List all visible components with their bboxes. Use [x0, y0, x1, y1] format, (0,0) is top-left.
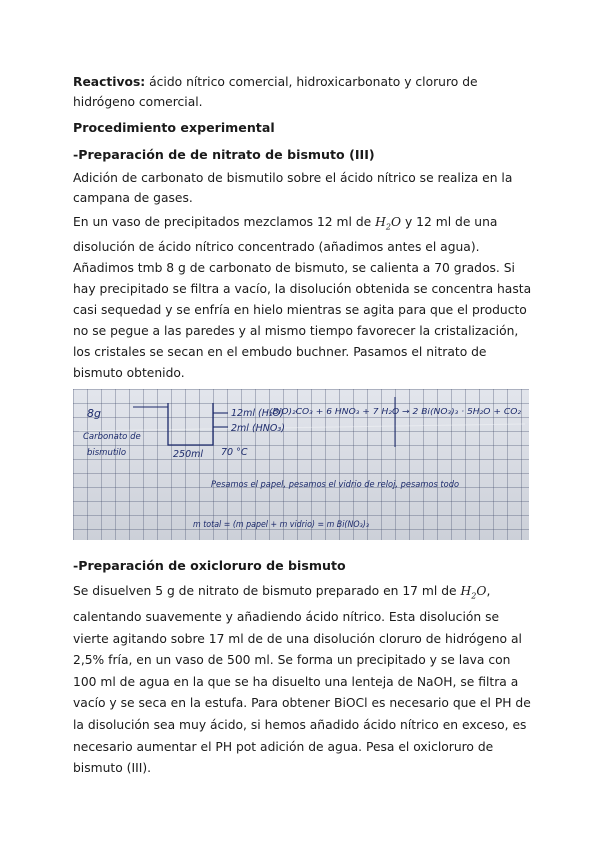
note-acid: 2ml (HNO₃)	[231, 423, 285, 434]
reactivos-label: Reactivos:	[73, 75, 146, 89]
note-mass-formula: m total = (m papel + m vidrio) = m Bi(NO₃)₃	[193, 520, 370, 530]
paragraph-adicion: Adición de carbonato de bismutilo sobre el ácido nítrico se realiza en la campana de gases.	[73, 171, 513, 205]
paragraph-text-end: y 12 ml de una disolución de ácido nítrico concentrado (añadimos antes el agua). Añadimos tmb 8 g de carbonato de bismuto, se calienta a 70 grados. Si hay precipitado se filtra a vacío, la disolución obtenida se concentra hasta casi sequedad y se enfría en hielo mientras se agita para que el producto no se pegue a las paredes y al mismo tiempo favorecer la cristalización, los cristales se secan en el embudo buchner. Pasamos el nitrato de bismuto obtenido.	[73, 215, 532, 381]
reactivos-paragraph	[73, 72, 533, 112]
paragraph-procedimiento-nitrato	[73, 212, 533, 384]
note-reagent-line2: bismutilo	[87, 448, 127, 458]
note-beaker: 250ml	[173, 449, 204, 460]
note-mass: 8g	[87, 407, 101, 420]
section-heading-nitrato: -Preparación de de nitrato de bismuto (III)	[73, 147, 375, 162]
note-reaction: (BiO)₂CO₃ + 6 HNO₃ + 7 H₂O → 2 Bi(NO₃)₃ · 5H₂O + CO₂	[269, 406, 522, 416]
water-formula: $H_2O$	[460, 584, 487, 601]
section-heading-procedimiento: Procedimiento experimental	[73, 120, 275, 135]
section-heading-oxicloruro: -Preparación de oxicloruro de bismuto	[73, 558, 346, 573]
note-temperature: 70 °C	[221, 447, 248, 458]
handwritten-notes-photo	[73, 389, 529, 540]
note-reagent-line1: Carbonato de	[83, 432, 141, 442]
paragraph-text-start: Se disuelven 5 g de nitrato de bismuto preparado en 17 ml de	[73, 584, 461, 598]
note-water: 12ml (H₂O)	[231, 408, 284, 419]
paragraph-text-start: En un vaso de precipitados mezclamos 12 ml de	[73, 215, 376, 229]
reactivos-text: ácido nítrico comercial, hidroxicarbonato y cloruro de hidrógeno comercial.	[73, 75, 478, 109]
paragraph-text-end: , calentando suavemente y añadiendo ácido nítrico. Esta disolución se vierte agitando sobre 17 ml de de una disolución cloruro de hidrógeno al 2,5% fría, en un vaso de 500 ml. Se forma un precipitado y se lava con 100 ml de agua en la que se ha disuelto una lenteja de NaOH, se filtra a vacío y se seca en la estufa. Para obtener BiOCl es necesario que el PH de la disolución sea muy ácido, si hemos añadido ácido nítrico en exceso, es necesario aumentar el PH pot adición de agua. Pesa el oxicloruro de bismuto (III).	[73, 584, 531, 776]
note-weighing: Pesamos el papel, pesamos el vidrio de reloj, pesamos todo	[211, 480, 459, 490]
water-formula: $H_2O$	[375, 215, 402, 232]
paragraph-procedimiento-oxicloruro	[73, 581, 533, 780]
